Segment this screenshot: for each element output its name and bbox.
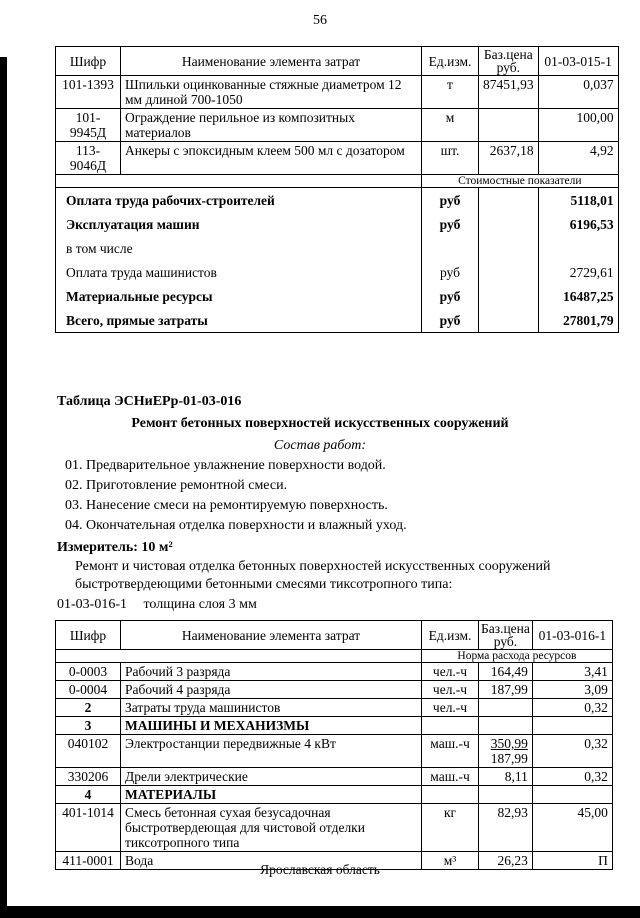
- section-row-empty-cell: [56, 650, 422, 663]
- cell-value: 3,41: [532, 663, 612, 681]
- cost-table-016: [55, 620, 613, 870]
- work-item: 03. Нанесение смеси на ремонтируемую поверхность.: [65, 498, 388, 513]
- base-price-header-line2: руб.: [493, 634, 518, 649]
- cell-unit: маш.-ч: [422, 735, 479, 768]
- table-row: [56, 681, 613, 699]
- table-row: [56, 663, 613, 681]
- page-number: 56: [313, 13, 327, 28]
- totals-row: [56, 284, 619, 308]
- base-price-main: 8,11: [504, 769, 528, 784]
- table-row: [56, 768, 613, 786]
- cell-value: 27801,79: [538, 308, 618, 333]
- cell-code: 411-0001: [56, 852, 121, 870]
- cell-code: 401-1014: [56, 804, 121, 852]
- cell-base-price: [479, 109, 539, 142]
- cell-value: 100,00: [538, 109, 618, 142]
- cell-value: 4,92: [538, 142, 618, 175]
- table-row: [56, 142, 619, 175]
- cell-base-price: [479, 717, 533, 735]
- cell-name: в том числе: [56, 236, 422, 260]
- cell-base-price: 2637,18: [479, 142, 539, 175]
- cell-unit: руб: [422, 212, 479, 236]
- cell-base-price: [479, 260, 539, 284]
- cell-base-price: [479, 804, 533, 852]
- totals-row: [56, 260, 619, 284]
- table-row: [56, 717, 613, 735]
- section-row-empty-cell: [56, 175, 422, 188]
- section-row-label: Стоимостные показатели: [422, 175, 619, 188]
- cell-value: 3,09: [532, 681, 612, 699]
- base-price-header-line1: Баз.цена: [481, 621, 530, 636]
- cell-value: 0,32: [532, 768, 612, 786]
- cell-code: 101-9945Д: [56, 109, 121, 142]
- base-price-header-line2: руб.: [496, 60, 520, 75]
- cell-value: 6196,53: [538, 212, 618, 236]
- cell-value: 45,00: [532, 804, 612, 852]
- cell-base-price: 87451,93: [479, 76, 539, 109]
- cell-name: МАТЕРИАЛЫ: [121, 786, 422, 804]
- scan-artifact-left-edge: [0, 57, 7, 918]
- cell-value: 0,037: [538, 76, 618, 109]
- cell-base-price: [479, 735, 533, 768]
- cell-name: Затраты труда машинистов: [121, 699, 422, 717]
- cell-unit: чел.-ч: [422, 699, 479, 717]
- cell-name: Оплата труда машинистов: [56, 260, 422, 284]
- cell-unit: т: [422, 76, 479, 109]
- region-footer: Ярославская область: [260, 862, 380, 877]
- cell-base-price: [479, 681, 533, 699]
- works-list: [65, 456, 640, 536]
- cell-value: [538, 236, 618, 260]
- cell-unit: руб: [422, 308, 479, 333]
- base-price-header-line1: Баз.цена: [483, 47, 533, 62]
- cell-unit: руб: [422, 188, 479, 213]
- cell-unit: [422, 236, 479, 260]
- cell-base-price: [479, 663, 533, 681]
- cell-code: 040102: [56, 735, 121, 768]
- table-016-description: Ремонт и чистовая отделка бетонных поверхностей искусственных сооружений быстротвердеющими бетонными смесями тиксотропного типа:: [75, 559, 551, 592]
- cell-name: Материальные ресурсы: [56, 284, 422, 308]
- norm-item-code: 01-03-016-1: [57, 597, 127, 612]
- cell-code: 4: [56, 786, 121, 804]
- cell-code: 101-1393: [56, 76, 121, 109]
- table-016-label: Таблица ЭСНиЕРр-01-03-016: [57, 394, 242, 409]
- cell-base-price: [479, 284, 539, 308]
- cell-name: Шпильки оцинкованные стяжные диаметром 12 мм длиной 700-1050: [121, 76, 422, 109]
- col-header-base-price: [479, 47, 539, 76]
- cell-name: Анкеры с эпоксидным клеем 500 мл с дозатором: [121, 142, 422, 175]
- cell-name: Всего, прямые затраты: [56, 308, 422, 333]
- table1-header-row: [56, 47, 619, 76]
- cell-code: 0-0004: [56, 681, 121, 699]
- cost-table-015: [55, 46, 619, 333]
- cell-code: 113-9046Д: [56, 142, 121, 175]
- table-row: [56, 804, 613, 852]
- cell-unit: [422, 717, 479, 735]
- cell-unit: шт.: [422, 142, 479, 175]
- table2-section-row: [56, 650, 613, 663]
- cell-code: 3: [56, 717, 121, 735]
- table-row: [56, 109, 619, 142]
- cell-value: 5118,01: [538, 188, 618, 213]
- col-header-code: Шифр: [56, 621, 121, 650]
- meter-label: Измеритель: 10 м²: [57, 540, 173, 555]
- col-header-unit: Ед.изм.: [422, 621, 479, 650]
- cell-value: [532, 717, 612, 735]
- table-016-title: Ремонт бетонных поверхностей искусственных сооружений: [131, 416, 509, 431]
- base-price-main: 187,99: [490, 682, 528, 697]
- cell-unit: м³: [422, 852, 479, 870]
- cell-name: Рабочий 3 разряда: [121, 663, 422, 681]
- scan-artifact-bottom-edge: [0, 906, 640, 918]
- cell-unit: чел.-ч: [422, 681, 479, 699]
- cell-value: 0,32: [532, 699, 612, 717]
- cell-base-price: [479, 188, 539, 213]
- cell-code: 2: [56, 699, 121, 717]
- totals-row: [56, 188, 619, 213]
- table1-section-row: [56, 175, 619, 188]
- base-price-main: 350,99: [490, 736, 528, 751]
- cell-base-price: [479, 699, 533, 717]
- col-header-name: Наименование элемента затрат: [121, 621, 422, 650]
- cell-unit: руб: [422, 284, 479, 308]
- base-price-main: 82,93: [497, 805, 528, 820]
- table-row: [56, 76, 619, 109]
- cell-name: Дрели электрические: [121, 768, 422, 786]
- cell-name: МАШИНЫ И МЕХАНИЗМЫ: [121, 717, 422, 735]
- cell-value: 16487,25: [538, 284, 618, 308]
- cell-unit: кг: [422, 804, 479, 852]
- base-price-main: 26,23: [497, 853, 528, 868]
- table-row: [56, 699, 613, 717]
- cell-name: Эксплуатация машин: [56, 212, 422, 236]
- base-price-main: 164,49: [490, 664, 528, 679]
- cell-unit: руб: [422, 260, 479, 284]
- cell-name: Электростанции передвижные 4 кВт: [121, 735, 422, 768]
- cell-value: 0,32: [532, 735, 612, 768]
- section-row-label: Норма расхода ресурсов: [422, 650, 613, 663]
- cell-name: Смесь бетонная сухая безусадочная быстротвердеющая для чистовой отделки тиксотропного типа: [121, 804, 422, 852]
- col-header-unit: Ед.изм.: [422, 47, 479, 76]
- table2-header-row: [56, 621, 613, 650]
- cell-base-price: [479, 236, 539, 260]
- cell-name: Вода: [121, 852, 422, 870]
- cell-value: 2729,61: [538, 260, 618, 284]
- col-header-code: Шифр: [56, 47, 121, 76]
- cell-base-price: [479, 768, 533, 786]
- cell-base-price: [479, 786, 533, 804]
- cell-base-price: [479, 212, 539, 236]
- table-row: [56, 786, 613, 804]
- col-header-norm-code: 01-03-016-1: [532, 621, 612, 650]
- cell-unit: чел.-ч: [422, 663, 479, 681]
- cell-unit: [422, 786, 479, 804]
- totals-row: [56, 236, 619, 260]
- cell-unit: маш.-ч: [422, 768, 479, 786]
- cell-value: [532, 786, 612, 804]
- cell-base-price: [479, 308, 539, 333]
- norm-item-desc: толщина слоя 3 мм: [143, 597, 257, 612]
- totals-row: [56, 308, 619, 333]
- work-item: 02. Приготовление ремонтной смеси.: [65, 478, 288, 493]
- col-header-norm-code: 01-03-015-1: [538, 47, 618, 76]
- cell-code: 0-0003: [56, 663, 121, 681]
- base-price-secondary: 187,99: [490, 751, 528, 766]
- work-item: 01. Предварительное увлажнение поверхности водой.: [65, 458, 386, 473]
- col-header-name: Наименование элемента затрат: [121, 47, 422, 76]
- cell-unit: м: [422, 109, 479, 142]
- cell-name: Ограждение перильное из композитных материалов: [121, 109, 422, 142]
- cell-code: 330206: [56, 768, 121, 786]
- cell-name: Оплата труда рабочих-строителей: [56, 188, 422, 213]
- totals-row: [56, 212, 619, 236]
- cell-value: П: [532, 852, 612, 870]
- table-row: [56, 735, 613, 768]
- col-header-base-price: [479, 621, 533, 650]
- works-composition-label: Состав работ:: [273, 438, 367, 453]
- work-item: 04. Окончательная отделка поверхности и влажный уход.: [65, 518, 407, 533]
- cell-name: Рабочий 4 разряда: [121, 681, 422, 699]
- norm-item-line: [57, 596, 640, 614]
